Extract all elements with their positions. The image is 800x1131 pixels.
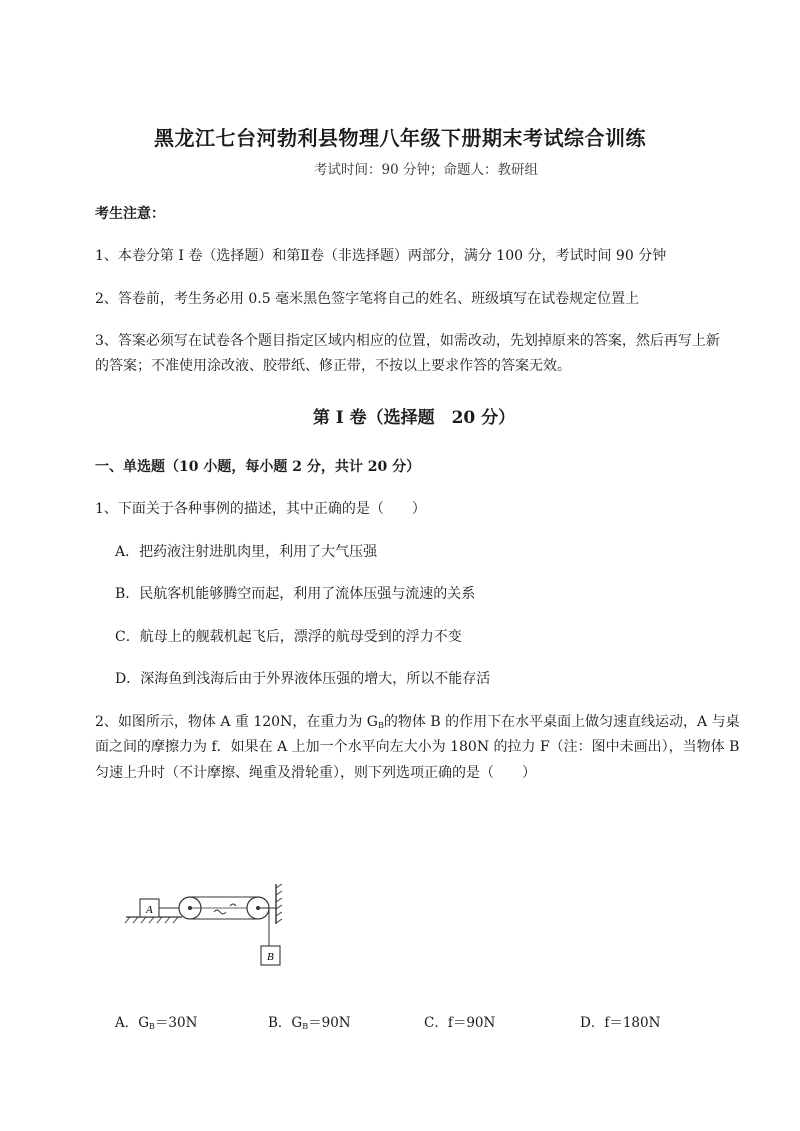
block-b-label: B [267,951,274,963]
notice-item-1: 1、本卷分第 I 卷（选择题）和第Ⅱ卷（非选择题）两部分，满分 100 分，考试时间 90 分钟 [95,248,667,264]
q1-stem: 1、下面关于各种事例的描述，其中正确的是（ ） [95,501,426,517]
q1-option-c: C．航母上的舰载机起飞后，漂浮的航母受到的浮力不变 [115,629,462,645]
wall-hatch [276,884,282,923]
notice-item-3-cont: 的答案；不准使用涂改液、胶带纸、修正带，不按以上要求作答的答案无效。 [95,358,571,374]
q1-option-b: B．民航客机能够腾空而起，利用了流体压强与流速的关系 [115,586,476,602]
section-title: 第 I 卷（选择题 20 分） [312,408,516,428]
exam-subtitle: 考试时间：90 分钟；命题人：教研组 [314,162,538,178]
page-title: 黑龙江七台河勃利县物理八年级下册期末考试综合训练 [154,126,646,150]
notice-item-2: 2、答卷前，考生务必用 0.5 毫米黑色签字笔将自己的姓名、班级填写在试卷规定位置上 [95,291,640,307]
q1-option-a: A．把药液注射进肌肉里，利用了大气压强 [115,544,378,560]
q2-stem-line-1: 2、如图所示，物体 A 重 120N，在重力为 $G_B$的物体 B 的作用下在水平桌面上做匀速直线运动，A 与桌 [95,714,740,730]
q2-option-c: C．f＝90N [424,1015,496,1031]
q2-option-a: A．$G_B=30N$ [115,1015,198,1031]
notice-item-3: 3、答案必须写在试卷各个题目指定区域内相应的位置，如需改动，先划掉原来的答案，然后再写上新 [95,333,720,349]
q2-stem-line-2: 面之间的摩擦力为 f．如果在 A 上加一个水平向左大小为 180N 的拉力 F（注：图中未画出），当物体 B [95,739,740,755]
q2-option-b: B．$G_B=90N$ [268,1015,351,1031]
q2-stem-line-3: 匀速上升时（不计摩擦、绳重及滑轮重），则下列选项正确的是（ ） [95,765,536,781]
part-heading: 一、单选题（10 小题，每小题 2 分，共计 20 分） [95,459,421,475]
notice-heading: 考生注意： [95,206,165,222]
table-hatch [125,917,178,923]
block-a-label: A [146,904,153,916]
q2-option-d: D．f＝180N [580,1015,661,1031]
q1-option-d: D．深海鱼到浅海后由于外界液体压强的增大，所以不能存活 [115,671,491,687]
pulley-diagram [124,884,294,974]
